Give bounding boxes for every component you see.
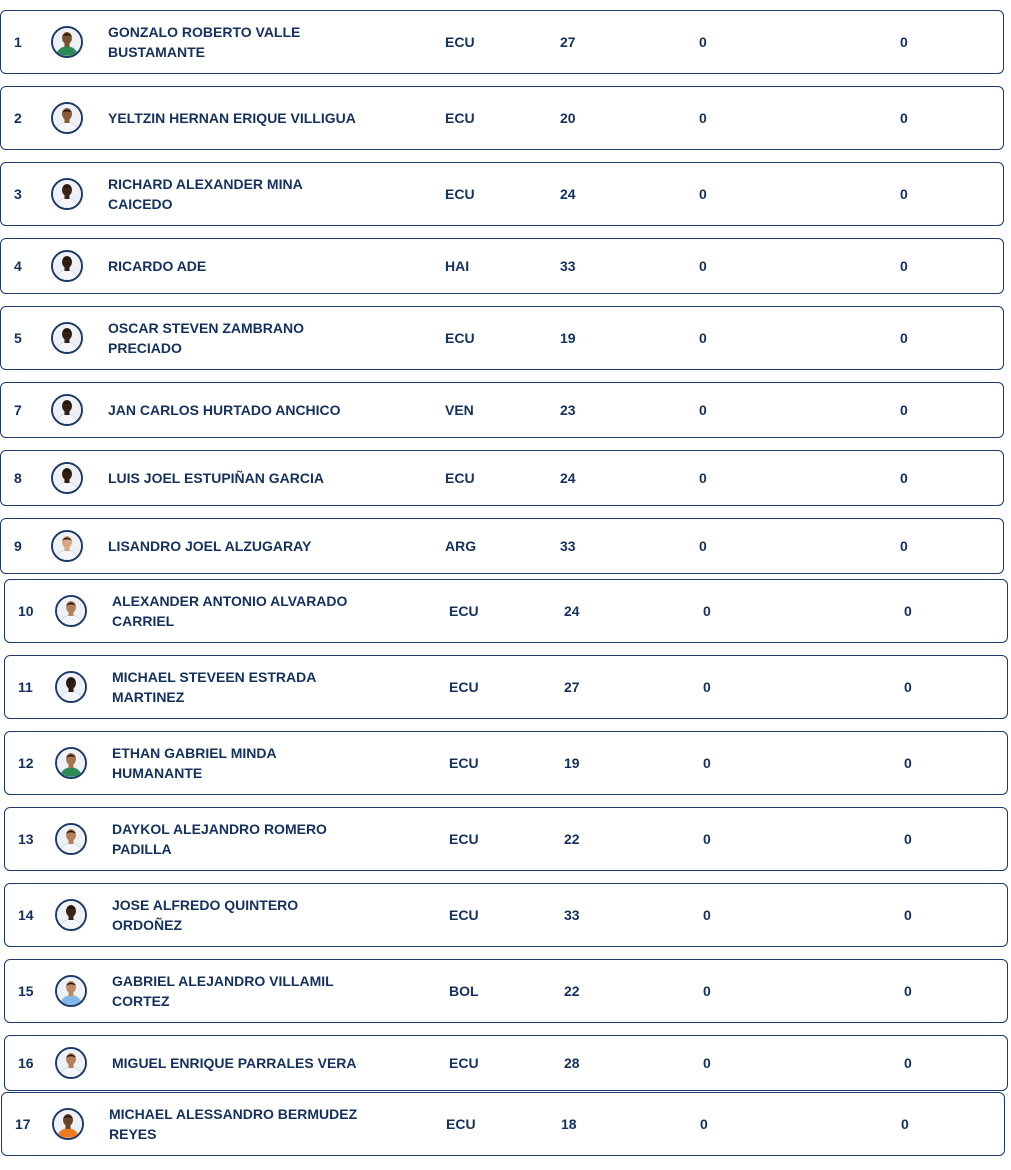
player-row[interactable] xyxy=(0,162,1004,226)
player-stat-2: 0 xyxy=(904,831,912,847)
player-name: RICHARD ALEXANDER MINA CAICEDO xyxy=(108,176,303,212)
player-age: 33 xyxy=(564,907,580,923)
player-age: 28 xyxy=(564,1055,580,1071)
player-stat-2: 0 xyxy=(904,983,912,999)
player-nationality: ECU xyxy=(449,679,479,695)
player-photo-icon xyxy=(52,1108,84,1140)
player-photo-icon xyxy=(55,899,87,931)
player-stat-1: 0 xyxy=(700,1116,708,1132)
player-photo-icon xyxy=(51,462,83,494)
player-name: LISANDRO JOEL ALZUGARAY xyxy=(108,538,312,554)
player-number: 11 xyxy=(18,679,33,695)
player-number: 5 xyxy=(14,330,22,346)
player-nationality: ECU xyxy=(449,907,479,923)
player-photo-icon xyxy=(51,530,83,562)
player-stat-1: 0 xyxy=(699,186,707,202)
player-age: 24 xyxy=(564,603,580,619)
player-row[interactable] xyxy=(0,86,1004,150)
player-photo-icon xyxy=(51,250,83,282)
player-nationality: ECU xyxy=(445,34,475,50)
player-age: 20 xyxy=(560,110,576,126)
player-number: 10 xyxy=(18,603,34,619)
player-nationality: VEN xyxy=(445,402,474,418)
player-number: 9 xyxy=(14,538,22,554)
player-age: 27 xyxy=(560,34,576,50)
player-stat-1: 0 xyxy=(703,983,711,999)
player-row[interactable] xyxy=(4,579,1008,643)
player-age: 33 xyxy=(560,538,576,554)
player-age: 22 xyxy=(564,831,580,847)
player-name: GABRIEL ALEJANDRO VILLAMIL CORTEZ xyxy=(112,973,334,1009)
player-nationality: ECU xyxy=(449,831,479,847)
player-photo-icon xyxy=(55,671,87,703)
player-stat-1: 0 xyxy=(699,110,707,126)
player-photo-icon xyxy=(55,975,87,1007)
player-row[interactable] xyxy=(0,382,1004,438)
player-photo-icon xyxy=(55,595,87,627)
player-row[interactable] xyxy=(0,306,1004,370)
player-stat-1: 0 xyxy=(699,538,707,554)
player-stat-2: 0 xyxy=(904,603,912,619)
player-nationality: ECU xyxy=(445,110,475,126)
player-age: 24 xyxy=(560,186,576,202)
player-stat-2: 0 xyxy=(900,110,908,126)
player-stat-1: 0 xyxy=(703,755,711,771)
player-age: 27 xyxy=(564,679,580,695)
player-stat-2: 0 xyxy=(900,538,908,554)
player-stat-1: 0 xyxy=(703,1055,711,1071)
player-row[interactable] xyxy=(0,10,1004,74)
player-age: 19 xyxy=(560,330,576,346)
player-stat-2: 0 xyxy=(900,34,908,50)
player-row[interactable] xyxy=(0,238,1004,294)
player-stat-2: 0 xyxy=(904,1055,912,1071)
player-stat-1: 0 xyxy=(699,402,707,418)
player-number: 15 xyxy=(18,983,34,999)
player-stat-1: 0 xyxy=(699,34,707,50)
player-stat-1: 0 xyxy=(703,907,711,923)
player-photo-icon xyxy=(51,322,83,354)
player-photo-icon xyxy=(51,178,83,210)
player-stat-2: 0 xyxy=(901,1116,909,1132)
player-row[interactable] xyxy=(0,518,1004,574)
player-nationality: ECU xyxy=(446,1116,476,1132)
player-nationality: ECU xyxy=(449,603,479,619)
player-row[interactable] xyxy=(0,450,1004,506)
player-row[interactable] xyxy=(1,1092,1005,1156)
player-photo-icon xyxy=(55,1047,87,1079)
player-nationality: HAI xyxy=(445,258,470,274)
player-number: 12 xyxy=(18,755,34,771)
player-row[interactable] xyxy=(4,883,1008,947)
player-nationality: BOL xyxy=(449,983,479,999)
player-row[interactable] xyxy=(4,655,1008,719)
player-name: OSCAR STEVEN ZAMBRANO PRECIADO xyxy=(108,320,305,356)
player-name: RICARDO ADE xyxy=(108,258,207,274)
player-nationality: ECU xyxy=(449,1055,479,1071)
player-age: 18 xyxy=(561,1116,577,1132)
player-stat-1: 0 xyxy=(699,470,707,486)
player-row[interactable] xyxy=(4,731,1008,795)
player-stat-2: 0 xyxy=(900,470,908,486)
player-number: 14 xyxy=(18,907,34,923)
player-stat-2: 0 xyxy=(904,907,912,923)
player-age: 19 xyxy=(564,755,580,771)
player-stat-2: 0 xyxy=(904,755,912,771)
player-number: 8 xyxy=(14,470,22,486)
player-number: 1 xyxy=(14,34,22,50)
player-name: JOSE ALFREDO QUINTERO ORDOÑEZ xyxy=(112,897,299,933)
player-age: 22 xyxy=(564,983,580,999)
player-number: 3 xyxy=(14,186,22,202)
player-stat-1: 0 xyxy=(699,258,707,274)
player-stat-1: 0 xyxy=(703,603,711,619)
player-stat-1: 0 xyxy=(703,831,711,847)
player-number: 17 xyxy=(15,1116,31,1132)
player-stat-1: 0 xyxy=(703,679,711,695)
player-number: 7 xyxy=(14,402,22,418)
player-stat-2: 0 xyxy=(900,258,908,274)
player-name: MICHAEL ALESSANDRO BERMUDEZ REYES xyxy=(109,1106,358,1142)
player-nationality: ECU xyxy=(445,470,475,486)
player-nationality: ECU xyxy=(445,186,475,202)
player-name: MICHAEL STEVEEN ESTRADA MARTINEZ xyxy=(112,669,316,705)
player-name: YELTZIN HERNAN ERIQUE VILLIGUA xyxy=(108,110,356,126)
player-nationality: ECU xyxy=(445,330,475,346)
player-age: 33 xyxy=(560,258,576,274)
player-nationality: ARG xyxy=(445,538,477,554)
player-nationality: ECU xyxy=(449,755,479,771)
player-name: MIGUEL ENRIQUE PARRALES VERA xyxy=(112,1055,357,1071)
player-stat-2: 0 xyxy=(900,402,908,418)
player-photo-icon xyxy=(55,823,87,855)
player-name: JAN CARLOS HURTADO ANCHICO xyxy=(108,402,341,418)
player-number: 2 xyxy=(14,110,22,126)
player-photo-icon xyxy=(51,394,83,426)
player-stat-2: 0 xyxy=(900,330,908,346)
player-number: 16 xyxy=(18,1055,34,1071)
player-stat-2: 0 xyxy=(900,186,908,202)
player-row[interactable] xyxy=(4,807,1008,871)
player-name: ETHAN GABRIEL MINDA HUMANANTE xyxy=(112,745,277,781)
player-number: 13 xyxy=(18,831,34,847)
player-stat-1: 0 xyxy=(699,330,707,346)
player-photo-icon xyxy=(51,102,83,134)
player-stat-2: 0 xyxy=(904,679,912,695)
player-age: 24 xyxy=(560,470,576,486)
player-photo-icon xyxy=(51,26,83,58)
player-name: ALEXANDER ANTONIO ALVARADO CARRIEL xyxy=(112,593,348,629)
player-name: GONZALO ROBERTO VALLE BUSTAMANTE xyxy=(108,24,301,60)
player-number: 4 xyxy=(14,258,22,274)
player-row[interactable] xyxy=(4,1035,1008,1091)
player-age: 23 xyxy=(560,402,576,418)
player-name: DAYKOL ALEJANDRO ROMERO PADILLA xyxy=(112,821,327,857)
player-row[interactable] xyxy=(4,959,1008,1023)
player-photo-icon xyxy=(55,747,87,779)
player-name: LUIS JOEL ESTUPIÑAN GARCIA xyxy=(108,470,324,486)
